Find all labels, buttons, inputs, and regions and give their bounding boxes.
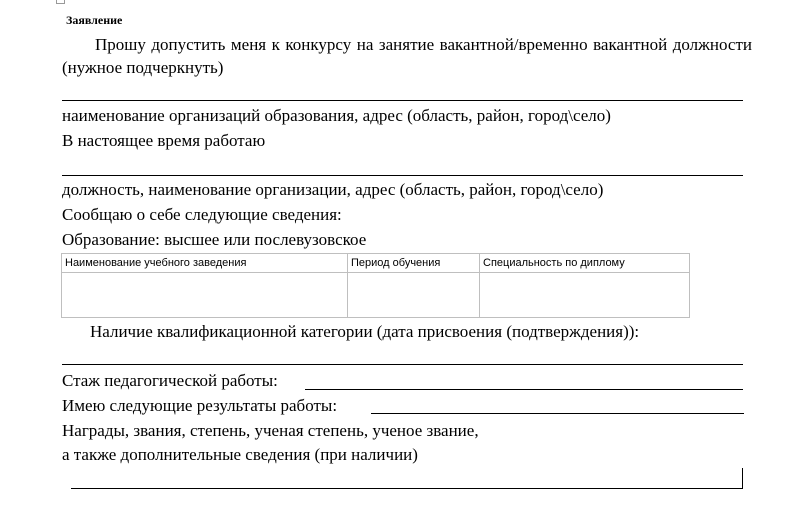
organization-caption: наименование организаций образования, адрес (область, район, город\село) [62,106,611,125]
column-header-specialty: Специальность по диплому [480,254,690,273]
position-caption: должность, наименование организации, адрес (область, район, город\село) [62,180,604,199]
table-header-row [62,254,690,273]
additional-info-label: а также дополнительные сведения (при наличии) [62,445,418,464]
experience-fill-line[interactable] [305,389,743,390]
institution-cell[interactable] [62,273,348,318]
page-corner-mark [56,0,65,4]
column-header-period: Период обучения [348,254,480,273]
organization-fill-line[interactable] [62,100,743,101]
period-cell[interactable] [348,273,480,318]
current-work-label: В настоящее время работаю [62,131,266,150]
education-table [61,253,690,318]
column-header-institution: Наименование учебного заведения [62,254,348,273]
text-cursor-marker [742,468,743,489]
results-fill-line[interactable] [371,413,744,414]
about-self-label: Сообщаю о себе следующие сведения: [62,205,342,224]
document-heading: Заявление [66,13,123,27]
awards-label: Награды, звания, степень, ученая степень, ученое звание, [62,421,479,440]
experience-label: Стаж педагогической работы: [62,371,278,390]
education-label: Образование: высшее или послевузовское [62,230,367,249]
qualification-fill-line[interactable] [62,364,743,365]
qualification-label: Наличие квалификационной категории (дата присвоения (подтверждения)): [90,322,640,341]
request-paragraph: Прошу допустить меня к конкурсу на занятие вакантной/временно вакантной должности (нужное подчеркнуть) [62,35,752,77]
table-row [62,273,690,318]
specialty-cell[interactable] [480,273,690,318]
results-label: Имею следующие результаты работы: [62,396,338,415]
additional-info-fill-line[interactable] [71,488,743,489]
position-fill-line[interactable] [62,175,743,176]
